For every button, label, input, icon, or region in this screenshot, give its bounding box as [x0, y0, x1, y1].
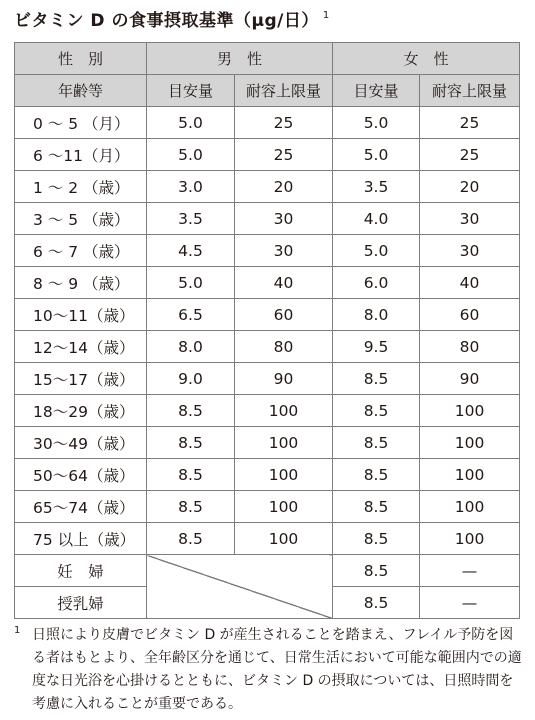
- header-female-ai: 目安量: [333, 75, 420, 107]
- male-ai-cell: 6.5: [147, 299, 235, 331]
- male-ai-cell: 3.0: [147, 171, 235, 203]
- male-ai-cell: 8.5: [147, 459, 235, 491]
- age-cell: 10～11（歳）: [15, 299, 147, 331]
- table-row-pregnant: [15, 555, 520, 587]
- age-cell: 0 ～ 5 （月）: [15, 107, 147, 139]
- male-ul-cell: 100: [235, 523, 333, 555]
- age-cell: 8 ～ 9 （歳）: [15, 267, 147, 299]
- table-row: [15, 331, 520, 363]
- table-row: [15, 139, 520, 171]
- age-cell: 30～49（歳）: [15, 427, 147, 459]
- female-ai-cell: 3.5: [333, 171, 420, 203]
- table-row: [15, 491, 520, 523]
- table-row: [15, 107, 520, 139]
- male-ai-cell: 8.5: [147, 491, 235, 523]
- female-ai-cell: 8.5: [333, 491, 420, 523]
- female-ul-cell: 25: [420, 107, 520, 139]
- female-ul-cell: 100: [420, 491, 520, 523]
- female-ai-cell: 6.0: [333, 267, 420, 299]
- age-cell: 75 以上（歳）: [15, 523, 147, 555]
- male-ai-cell: 5.0: [147, 107, 235, 139]
- male-ul-cell: 80: [235, 331, 333, 363]
- age-cell: 50～64（歳）: [15, 459, 147, 491]
- male-ai-cell: 8.5: [147, 427, 235, 459]
- female-ul-cell: 100: [420, 523, 520, 555]
- female-ul-cell: 80: [420, 331, 520, 363]
- female-ai-cell: 8.5: [333, 363, 420, 395]
- female-ul-cell: 30: [420, 235, 520, 267]
- female-ai-cell: 5.0: [333, 235, 420, 267]
- table-row: [15, 523, 520, 555]
- table-header: [15, 43, 520, 107]
- male-ul-cell: 100: [235, 459, 333, 491]
- female-ai-cell: 8.0: [333, 299, 420, 331]
- age-cell: 65～74（歳）: [15, 491, 147, 523]
- table-body: [15, 107, 520, 619]
- table-row: [15, 171, 520, 203]
- male-ul-cell: 60: [235, 299, 333, 331]
- male-ul-cell: 100: [235, 395, 333, 427]
- male-ai-cell: 3.5: [147, 203, 235, 235]
- male-ul-cell: 25: [235, 139, 333, 171]
- male-ul-cell: 100: [235, 427, 333, 459]
- male-ai-cell: 8.5: [147, 523, 235, 555]
- male-ul-cell: 25: [235, 107, 333, 139]
- female-ul-cell: 60: [420, 299, 520, 331]
- male-ul-cell: 40: [235, 267, 333, 299]
- female-ai-cell: 8.5: [333, 395, 420, 427]
- female-ai-cell: 8.5: [333, 587, 420, 619]
- female-ul-cell: 20: [420, 171, 520, 203]
- age-cell: 15～17（歳）: [15, 363, 147, 395]
- male-ai-cell: 8.0: [147, 331, 235, 363]
- header-female: 女 性: [333, 43, 520, 75]
- male-ul-cell: 30: [235, 235, 333, 267]
- male-ul-cell: 90: [235, 363, 333, 395]
- not-applicable-diagonal-cell: [147, 555, 333, 619]
- table-row: [15, 395, 520, 427]
- age-cell: 3 ～ 5 （歳）: [15, 203, 147, 235]
- male-ai-cell: 5.0: [147, 267, 235, 299]
- male-ul-cell: 20: [235, 171, 333, 203]
- female-ul-cell: 30: [420, 203, 520, 235]
- age-cell: 12～14（歳）: [15, 331, 147, 363]
- title-footnote-mark: 1: [322, 10, 330, 21]
- header-age: 年齢等: [15, 75, 147, 107]
- age-cell: 6 ～11（月）: [15, 139, 147, 171]
- female-ai-cell: 5.0: [333, 107, 420, 139]
- age-cell: 18～29（歳）: [15, 395, 147, 427]
- male-ai-cell: 9.0: [147, 363, 235, 395]
- female-ul-cell: 100: [420, 395, 520, 427]
- female-ul-cell: 40: [420, 267, 520, 299]
- table-row: [15, 299, 520, 331]
- female-ul-cell: —: [420, 555, 520, 587]
- male-ai-cell: 5.0: [147, 139, 235, 171]
- vitamin-d-table: [14, 42, 520, 619]
- male-ai-cell: 8.5: [147, 395, 235, 427]
- table-row: [15, 363, 520, 395]
- footnote: [14, 624, 524, 716]
- female-ai-cell: 5.0: [333, 139, 420, 171]
- female-ul-cell: 100: [420, 459, 520, 491]
- male-ul-cell: 30: [235, 203, 333, 235]
- male-ai-cell: 4.5: [147, 235, 235, 267]
- header-male-ul: 耐容上限量: [235, 75, 333, 107]
- table-row: [15, 203, 520, 235]
- header-row-sex: [15, 43, 520, 75]
- female-ai-cell: 4.0: [333, 203, 420, 235]
- header-row-measures: [15, 75, 520, 107]
- header-male: 男 性: [147, 43, 333, 75]
- special-label-cell: 授乳婦: [15, 587, 147, 619]
- table-row: [15, 427, 520, 459]
- table-row: [15, 459, 520, 491]
- female-ai-cell: 8.5: [333, 427, 420, 459]
- page-title: [14, 6, 330, 31]
- title-text: ビタミン D の食事摂取基準（μg/日）: [14, 11, 319, 31]
- header-male-ai: 目安量: [147, 75, 235, 107]
- female-ul-cell: 90: [420, 363, 520, 395]
- female-ai-cell: 8.5: [333, 459, 420, 491]
- table-row: [15, 267, 520, 299]
- footnote-text: 日照により皮膚でビタミン D が産生されることを踏まえ、フレイル予防を図る者はもとより、全年齢区分を通じて、日常生活において可能な範囲内での適度な日光浴を心掛けるとともに、ビタミン D の摂取については、日照時間を考慮に入れることが重要である。: [32, 627, 522, 712]
- header-female-ul: 耐容上限量: [420, 75, 520, 107]
- female-ai-cell: 9.5: [333, 331, 420, 363]
- female-ul-cell: 25: [420, 139, 520, 171]
- age-cell: 6 ～ 7 （歳）: [15, 235, 147, 267]
- female-ai-cell: 8.5: [333, 555, 420, 587]
- special-label-cell: 妊 婦: [15, 555, 147, 587]
- female-ai-cell: 8.5: [333, 523, 420, 555]
- table-row: [15, 235, 520, 267]
- female-ul-cell: 100: [420, 427, 520, 459]
- female-ul-cell: —: [420, 587, 520, 619]
- age-cell: 1 ～ 2 （歳）: [15, 171, 147, 203]
- male-ul-cell: 100: [235, 491, 333, 523]
- footnote-mark: 1: [14, 625, 21, 636]
- header-sex: 性 別: [15, 43, 147, 75]
